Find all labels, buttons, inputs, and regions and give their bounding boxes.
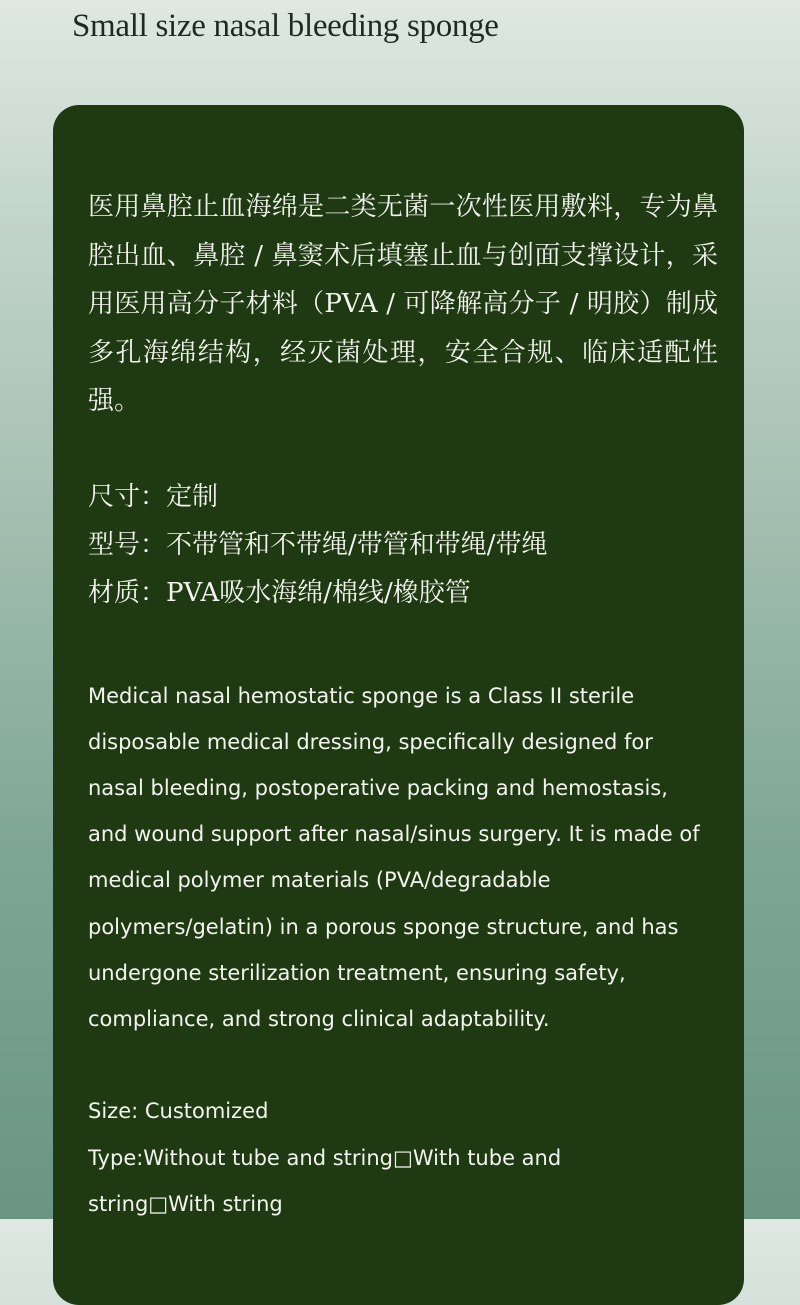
english-description: Medical nasal hemostatic sponge is a Class II sterile disposable medical dressing, specifically designed for nasal bleeding, postoperative packing and hemostasis, and wound support after nasal/sinus surgery. It is made of medical polymer materials (PVA/degradable polymers/gelatin) in a porous sponge structure, and has undergone sterilization treatment, ensuring safety, compliance, and strong clinical adaptability. [88, 683, 700, 1031]
english-spec-list [88, 1088, 718, 1228]
chinese-spec-material: 材质：PVA吸水海绵/棉线/橡胶管 [88, 577, 471, 608]
english-spec-size: Size: Customized [88, 1099, 269, 1124]
chinese-spec-list [88, 473, 718, 617]
chinese-spec-model: 型号：不带管和不带绳/带管和带绳/带绳 [88, 529, 548, 560]
chinese-spec-size: 尺寸：定制 [88, 481, 219, 512]
product-description-panel [53, 105, 744, 1305]
page-title: Small size nasal bleeding sponge [72, 8, 499, 44]
english-spec-type: Type:Without tube and string□With tube and string□With string [88, 1145, 562, 1217]
chinese-description: 医用鼻腔止血海绵是二类无菌一次性医用敷料，专为鼻腔出血、鼻腔 / 鼻窦术后填塞止血与创面支撑设计，采用医用高分子材料（PVA / 可降解高分子 / 明胶）制成多孔海绵结构，经灭菌处理，安全合规、临床适配性强。 [88, 192, 718, 416]
